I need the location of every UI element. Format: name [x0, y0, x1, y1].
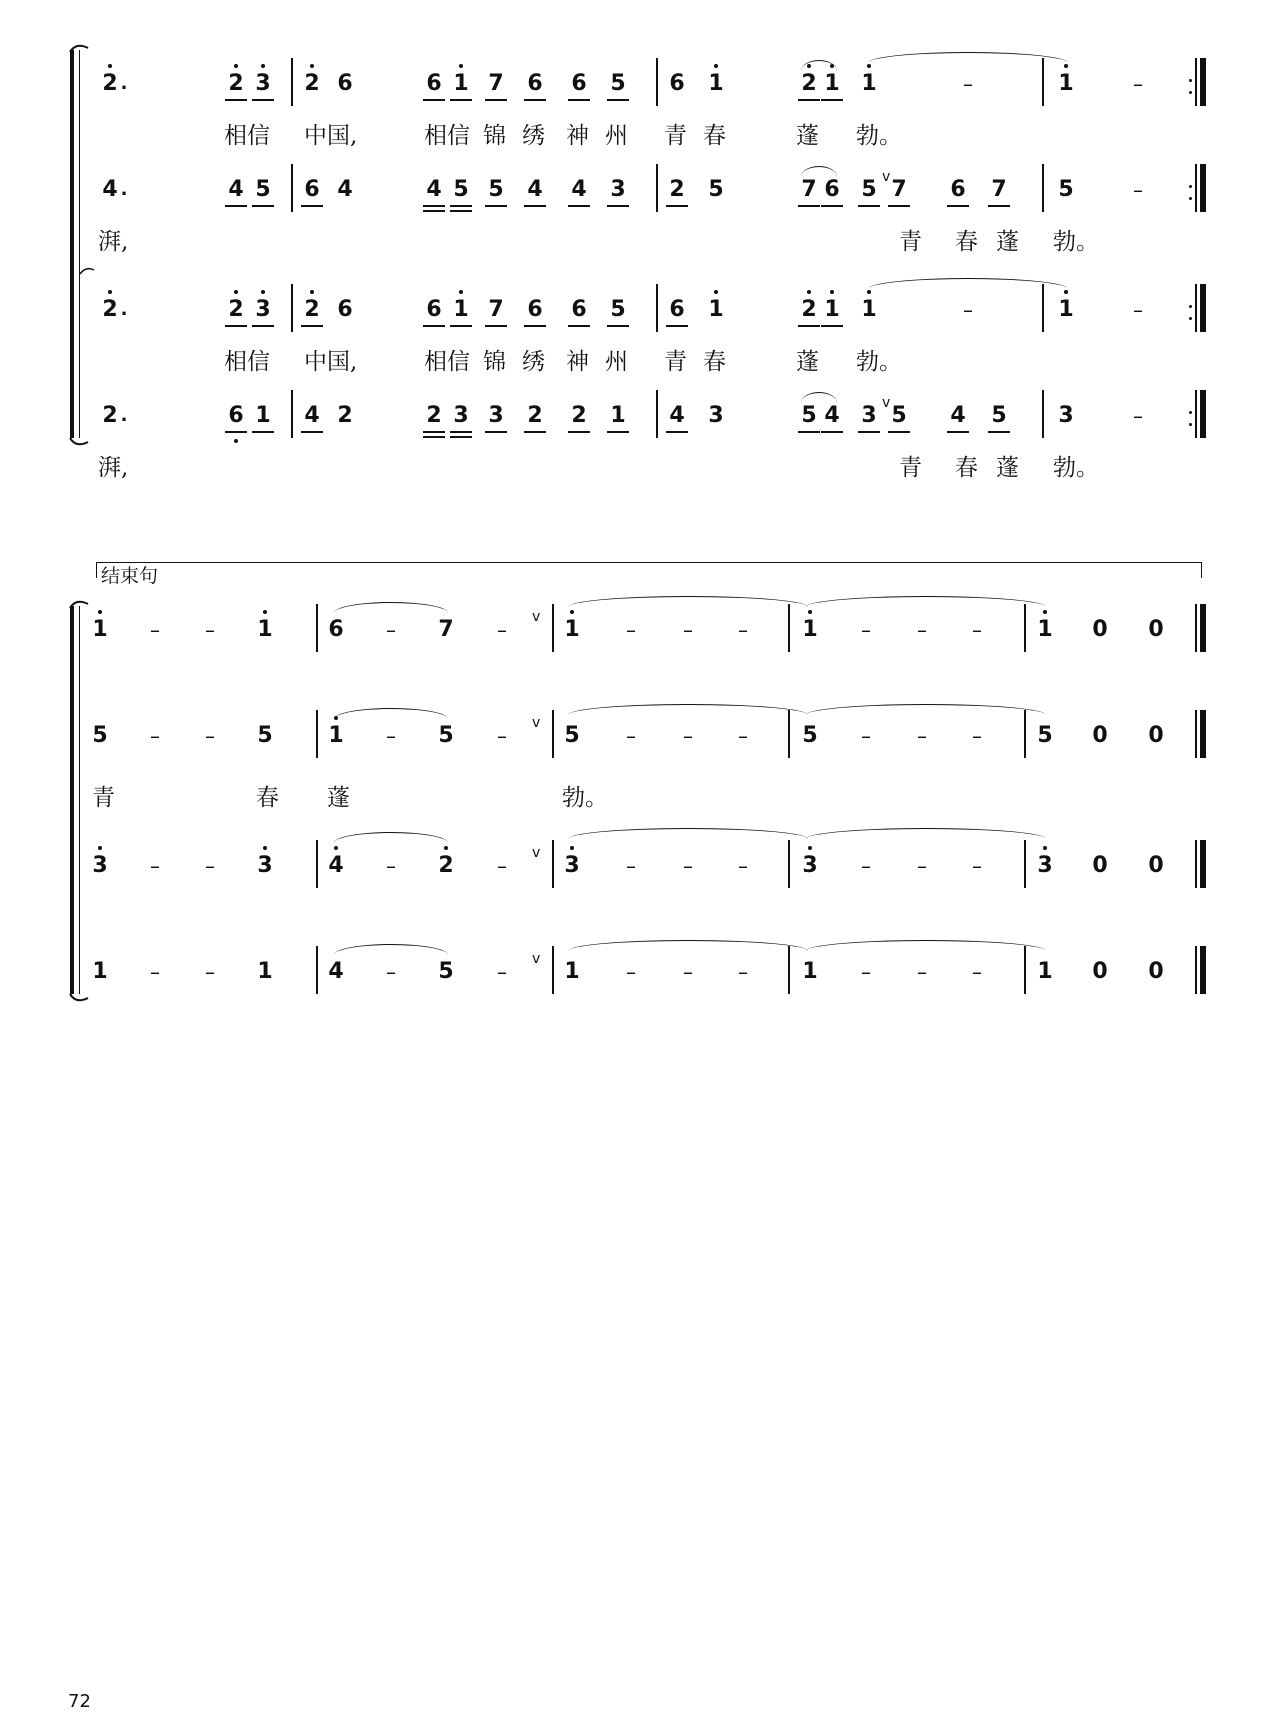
- note: 0: [1092, 853, 1108, 878]
- final-bar-thin: [1195, 840, 1197, 888]
- dash: –: [205, 960, 215, 984]
- note: 4: [102, 177, 118, 202]
- note: 3: [860, 405, 878, 427]
- note: 6: [526, 73, 544, 95]
- lyric: 相信: [224, 123, 270, 149]
- bar-line: [291, 390, 293, 438]
- dash: –: [626, 854, 636, 878]
- tie: [801, 392, 837, 403]
- note: 2: [101, 299, 119, 321]
- dash: –: [738, 724, 748, 748]
- note: 0: [1148, 959, 1164, 984]
- note: 3: [452, 405, 470, 427]
- note: .: [120, 179, 128, 200]
- dash: –: [205, 618, 215, 642]
- dash: –: [497, 960, 507, 984]
- note: 4: [303, 405, 321, 427]
- breath-mark: v: [882, 169, 891, 185]
- tie: [806, 596, 1046, 607]
- note: 1: [860, 73, 878, 95]
- note: 0: [1092, 723, 1108, 748]
- note: 4: [570, 179, 588, 201]
- note: 2: [800, 299, 818, 321]
- note: 1: [1057, 73, 1075, 95]
- dash: –: [683, 854, 693, 878]
- note: 1: [452, 299, 470, 321]
- note: .: [120, 299, 128, 320]
- note: 4: [949, 405, 967, 427]
- lyric: 勃。: [856, 123, 902, 149]
- lyric: 青: [899, 229, 922, 255]
- dash: –: [963, 298, 973, 322]
- dash: –: [626, 724, 636, 748]
- repeat-dot: [1189, 411, 1192, 414]
- bar-line: [1042, 164, 1044, 212]
- note: 1: [823, 73, 841, 95]
- dash: –: [683, 724, 693, 748]
- note: 0: [1148, 617, 1164, 642]
- note: 2: [337, 403, 353, 428]
- bar-line: [552, 946, 554, 994]
- note: 1: [609, 405, 627, 427]
- note: 1: [256, 619, 274, 641]
- dash: –: [963, 72, 973, 96]
- note: 2: [227, 73, 245, 95]
- repeat-dot: [1189, 317, 1192, 320]
- lyric: 绣: [522, 123, 545, 149]
- note: 6: [337, 71, 353, 96]
- bar-line: [1042, 390, 1044, 438]
- dash: –: [386, 960, 396, 984]
- note: 3: [91, 855, 109, 877]
- bar-line: [656, 284, 658, 332]
- note: 5: [802, 723, 818, 748]
- note: 6: [425, 73, 443, 95]
- note: 5: [564, 723, 580, 748]
- note: 1: [823, 299, 841, 321]
- final-bar-thin: [1195, 604, 1197, 652]
- note: 3: [254, 299, 272, 321]
- note: 2: [303, 73, 321, 95]
- tie: [334, 602, 448, 613]
- note: 5: [92, 723, 108, 748]
- note: 2: [303, 299, 321, 321]
- tie: [334, 944, 448, 955]
- note: 6: [328, 617, 344, 642]
- dash: –: [738, 618, 748, 642]
- dash: –: [497, 724, 507, 748]
- bar-line: [1042, 58, 1044, 106]
- final-bar-thick: [1200, 840, 1206, 888]
- note: 1: [91, 619, 109, 641]
- bar-line: [788, 604, 790, 652]
- lyric: 州: [605, 349, 628, 375]
- bar-line: [316, 604, 318, 652]
- tie: [334, 832, 448, 843]
- lyric: 青: [92, 785, 115, 811]
- breath-mark: v: [532, 715, 541, 731]
- lyric: 勃。: [1053, 455, 1099, 481]
- bracket-hooks: [66, 42, 96, 448]
- bar-line: [1042, 284, 1044, 332]
- bar-line: [788, 946, 790, 994]
- note: 6: [949, 179, 967, 201]
- section-bracket-left: [96, 562, 97, 578]
- dash: –: [1133, 404, 1143, 428]
- dash: –: [150, 618, 160, 642]
- dash: –: [683, 618, 693, 642]
- note: 2: [437, 855, 455, 877]
- final-bar-thick: [1200, 710, 1206, 758]
- dash: –: [386, 854, 396, 878]
- note: 3: [708, 403, 724, 428]
- note: 6: [570, 73, 588, 95]
- note: 3: [487, 405, 505, 427]
- note: 5: [800, 405, 818, 427]
- note: 2: [668, 179, 686, 201]
- note: 2: [102, 403, 118, 428]
- dash: –: [861, 854, 871, 878]
- repeat-dot: [1189, 197, 1192, 200]
- note: 4: [327, 855, 345, 877]
- dash: –: [150, 960, 160, 984]
- bar-line: [291, 164, 293, 212]
- lyric: 锦: [483, 349, 506, 375]
- note: 7: [438, 617, 454, 642]
- note: 1: [327, 725, 345, 747]
- note: 4: [337, 177, 353, 202]
- note: 1: [707, 299, 725, 321]
- dash: –: [738, 854, 748, 878]
- tie: [806, 828, 1046, 839]
- lyric: 春: [955, 455, 978, 481]
- dash: –: [972, 724, 982, 748]
- repeat-dot: [1189, 423, 1192, 426]
- lyric: 神: [566, 349, 589, 375]
- tie: [568, 704, 808, 715]
- dash: –: [683, 960, 693, 984]
- note: 2: [570, 405, 588, 427]
- lyric: 锦: [483, 123, 506, 149]
- note: 1: [801, 619, 819, 641]
- tie: [868, 278, 1068, 289]
- repeat-bar-thin: [1195, 284, 1197, 332]
- dash: –: [917, 854, 927, 878]
- lyric: 青: [664, 349, 687, 375]
- bar-line: [656, 58, 658, 106]
- note: 4: [526, 179, 544, 201]
- dash: –: [861, 618, 871, 642]
- lyric: 绣: [522, 349, 545, 375]
- lyric: 春: [703, 123, 726, 149]
- dash: –: [386, 724, 396, 748]
- note: 3: [256, 855, 274, 877]
- dash: –: [972, 618, 982, 642]
- lyric: 春: [955, 229, 978, 255]
- dash: –: [917, 618, 927, 642]
- bar-line: [788, 840, 790, 888]
- note: 1: [1036, 619, 1054, 641]
- note: 2: [227, 299, 245, 321]
- note: 6: [303, 179, 321, 201]
- section-bracket-right: [1201, 562, 1202, 578]
- breath-mark: v: [882, 395, 891, 411]
- note: 1: [257, 959, 273, 984]
- note: 4: [227, 179, 245, 201]
- note: 0: [1148, 853, 1164, 878]
- note: 2: [101, 73, 119, 95]
- tie: [334, 708, 448, 719]
- note: 5: [254, 179, 272, 201]
- note: 6: [668, 299, 686, 321]
- repeat-bar-thin: [1195, 58, 1197, 106]
- bar-line: [1024, 840, 1026, 888]
- note: 3: [609, 179, 627, 201]
- note: 1: [860, 299, 878, 321]
- note: 4: [823, 405, 841, 427]
- note: 3: [1036, 855, 1054, 877]
- repeat-bar-thick: [1200, 164, 1206, 212]
- note: 6: [227, 405, 245, 427]
- lyric: 湃,: [98, 229, 129, 255]
- note: 1: [802, 959, 818, 984]
- note: 1: [564, 959, 580, 984]
- final-bar-thin: [1195, 710, 1197, 758]
- dash: –: [917, 960, 927, 984]
- repeat-bar-thick: [1200, 390, 1206, 438]
- note: 0: [1148, 723, 1164, 748]
- lyric: 中国,: [304, 349, 358, 375]
- note: 4: [425, 179, 443, 201]
- note: 5: [890, 405, 908, 427]
- final-bar-thick: [1200, 946, 1206, 994]
- section-label: 结束句: [101, 565, 159, 587]
- final-bar-thin: [1195, 946, 1197, 994]
- note: 5: [1058, 177, 1074, 202]
- lyric: 青: [664, 123, 687, 149]
- dash: –: [861, 724, 871, 748]
- lyric: 神: [566, 123, 589, 149]
- bar-line: [788, 710, 790, 758]
- note: .: [120, 73, 128, 94]
- note: 5: [257, 723, 273, 748]
- note: 7: [890, 179, 908, 201]
- note: 7: [990, 179, 1008, 201]
- bar-line: [656, 390, 658, 438]
- note: 1: [452, 73, 470, 95]
- note: 5: [1037, 723, 1053, 748]
- note: 2: [526, 405, 544, 427]
- bar-line: [291, 284, 293, 332]
- note: 6: [526, 299, 544, 321]
- tie: [806, 704, 1046, 715]
- note: 6: [425, 299, 443, 321]
- note: 1: [1037, 959, 1053, 984]
- dash: –: [205, 854, 215, 878]
- repeat-dot: [1189, 79, 1192, 82]
- lyric: 相信: [224, 349, 270, 375]
- note: 7: [487, 299, 505, 321]
- note: 2: [425, 405, 443, 427]
- bar-line: [291, 58, 293, 106]
- note: 5: [487, 179, 505, 201]
- dash: –: [917, 724, 927, 748]
- lyric: 勃。: [562, 785, 608, 811]
- final-bar-thick: [1200, 604, 1206, 652]
- lyric: 蓬: [996, 229, 1019, 255]
- section-bracket-line: [96, 562, 1202, 563]
- dash: –: [626, 960, 636, 984]
- breath-mark: v: [532, 951, 541, 967]
- bar-line: [1024, 710, 1026, 758]
- note: 0: [1092, 959, 1108, 984]
- note: 5: [708, 177, 724, 202]
- note: 5: [452, 179, 470, 201]
- dash: –: [1133, 298, 1143, 322]
- lyric: 中国,: [304, 123, 358, 149]
- note: 5: [609, 299, 627, 321]
- note: 3: [1058, 403, 1074, 428]
- dash: –: [972, 854, 982, 878]
- note: 6: [669, 71, 685, 96]
- repeat-bar-thin: [1195, 164, 1197, 212]
- bar-line: [552, 604, 554, 652]
- tie: [868, 52, 1068, 63]
- lyric: 州: [605, 123, 628, 149]
- bar-line: [552, 840, 554, 888]
- bar-line: [656, 164, 658, 212]
- repeat-bar-thick: [1200, 284, 1206, 332]
- note: 5: [990, 405, 1008, 427]
- note: 5: [438, 723, 454, 748]
- repeat-dot: [1189, 185, 1192, 188]
- note: 3: [801, 855, 819, 877]
- bar-line: [552, 710, 554, 758]
- note: 6: [337, 297, 353, 322]
- dash: –: [1133, 178, 1143, 202]
- breath-mark: v: [532, 845, 541, 861]
- dash: –: [861, 960, 871, 984]
- repeat-bar-thin: [1195, 390, 1197, 438]
- note: 7: [800, 179, 818, 201]
- lyric: 蓬: [796, 123, 819, 149]
- note: .: [120, 405, 128, 426]
- dash: –: [626, 618, 636, 642]
- bar-line: [1024, 604, 1026, 652]
- repeat-dot: [1189, 91, 1192, 94]
- note: 1: [1057, 299, 1075, 321]
- note: 0: [1092, 617, 1108, 642]
- repeat-bar-thick: [1200, 58, 1206, 106]
- lyric: 蓬: [796, 349, 819, 375]
- note: 5: [438, 959, 454, 984]
- note: 2: [800, 73, 818, 95]
- note: 7: [487, 73, 505, 95]
- note: 1: [707, 73, 725, 95]
- note: 5: [609, 73, 627, 95]
- note: 6: [570, 299, 588, 321]
- note: 3: [563, 855, 581, 877]
- lyric: 相信: [424, 349, 470, 375]
- note: 4: [328, 959, 344, 984]
- dash: –: [972, 960, 982, 984]
- dash: –: [1133, 72, 1143, 96]
- dash: –: [497, 854, 507, 878]
- note: 5: [860, 179, 878, 201]
- lyric: 蓬: [996, 455, 1019, 481]
- lyric: 蓬: [327, 785, 350, 811]
- lyric: 勃。: [856, 349, 902, 375]
- tie: [568, 596, 808, 607]
- tie: [806, 940, 1046, 951]
- lyric: 春: [256, 785, 279, 811]
- lyric: 春: [703, 349, 726, 375]
- lyric: 勃。: [1053, 229, 1099, 255]
- dash: –: [738, 960, 748, 984]
- page-number: 72: [68, 1691, 91, 1712]
- tie: [801, 166, 837, 177]
- note: 4: [668, 405, 686, 427]
- bar-line: [1024, 946, 1026, 994]
- note: 6: [823, 179, 841, 201]
- bar-line: [316, 946, 318, 994]
- repeat-dot: [1189, 305, 1192, 308]
- lyric: 青: [899, 455, 922, 481]
- lyric: 湃,: [98, 455, 129, 481]
- note: 1: [254, 405, 272, 427]
- dash: –: [150, 724, 160, 748]
- breath-mark: v: [532, 609, 541, 625]
- bar-line: [316, 710, 318, 758]
- tie: [568, 828, 808, 839]
- bar-line: [316, 840, 318, 888]
- lyric: 相信: [424, 123, 470, 149]
- note: 1: [92, 959, 108, 984]
- dash: –: [497, 618, 507, 642]
- note: 1: [563, 619, 581, 641]
- dash: –: [205, 724, 215, 748]
- dash: –: [150, 854, 160, 878]
- tie: [568, 940, 808, 951]
- dash: –: [386, 618, 396, 642]
- note: 3: [254, 73, 272, 95]
